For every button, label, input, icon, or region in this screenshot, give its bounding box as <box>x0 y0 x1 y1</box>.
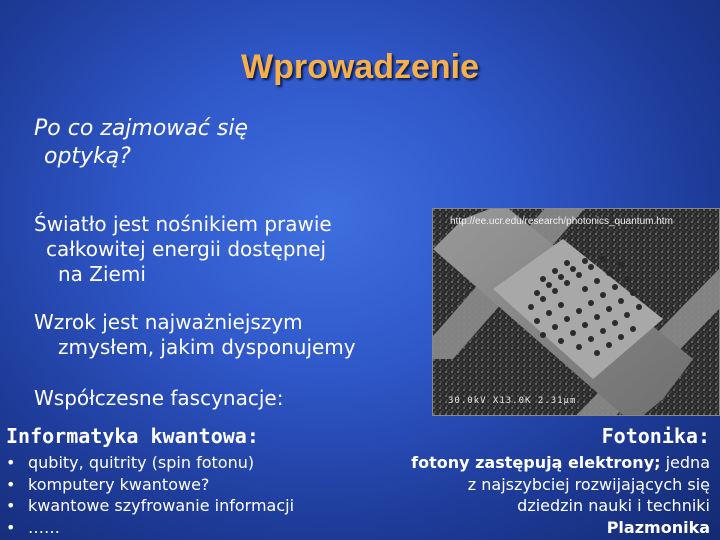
p1-line-2: całkowitej energii dostępnej <box>46 237 327 261</box>
quantum-computing-list <box>6 452 294 538</box>
question-line-2: optyką? <box>44 144 131 169</box>
bullet-icon: • <box>6 453 16 472</box>
list-item: • …… <box>6 517 60 537</box>
sem-micrograph-graphic <box>433 209 719 415</box>
bullet-icon: • <box>6 496 16 515</box>
bullet-icon: • <box>6 517 16 537</box>
photonics-line-2: z najszybciej rozwijających się <box>467 474 710 494</box>
photonics-heading: Fotonika: <box>601 424 710 448</box>
question-text <box>34 115 414 171</box>
list-item: • kwantowe szyfrowanie informacji <box>6 496 295 515</box>
photonics-line-1: fotony zastępują elektrony; jedna <box>411 453 710 472</box>
photonics-description <box>360 452 710 538</box>
image-scale-caption: 30.0kV X13.0K 2.31µm <box>448 396 577 406</box>
paragraph-vision <box>34 310 434 360</box>
photonic-crystal-image <box>432 208 720 416</box>
quantum-computing-heading: Informatyka kwantowa: <box>6 424 259 448</box>
question-line-1: Po co zajmować się <box>34 116 248 141</box>
image-source-url: http://ee.ucr.edu/research/photonics_quantum.htm <box>450 216 673 227</box>
plasmonics-label: Plazmonika <box>606 517 710 537</box>
p2-line-1: Wzrok jest najważniejszym <box>34 310 303 334</box>
p1-line-3: na Ziemi <box>58 262 146 286</box>
list-item: • komputery kwantowe? <box>6 474 210 494</box>
p2-line-2: zmysłem, jakim dysponujemy <box>58 335 356 359</box>
paragraph-fascinations: Współczesne fascynacje: <box>34 386 284 410</box>
photonics-line-3: dziedzin nauki i techniki <box>517 496 710 515</box>
list-item: • qubity, quitrity (spin fotonu) <box>6 453 255 472</box>
bullet-icon: • <box>6 474 16 494</box>
paragraph-light-energy <box>34 212 434 287</box>
slide-title: Wprowadzenie <box>240 48 480 86</box>
p1-line-1: Światło jest nośnikiem prawie <box>34 212 332 236</box>
